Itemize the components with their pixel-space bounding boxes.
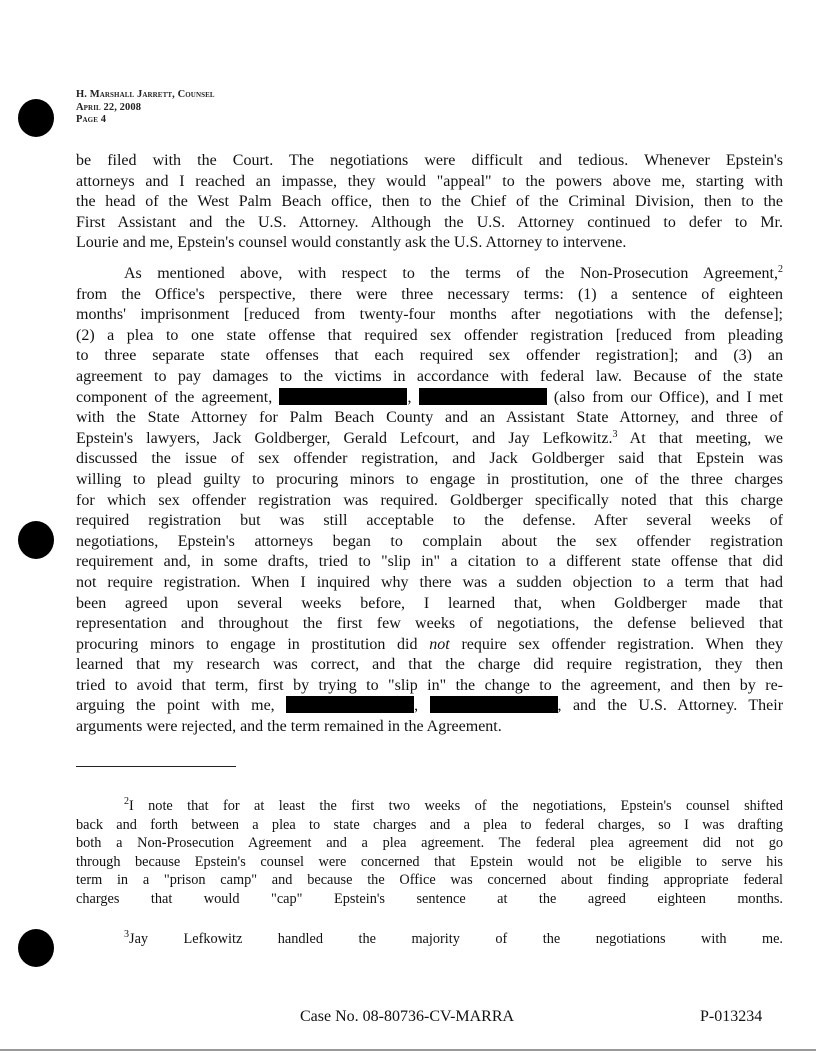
text-segment: require sex offender registration. When they [461,635,784,653]
text-line [76,573,783,594]
text-segment: (2) a plea to one state offense that required sex offender registration [reduced from pleading [76,326,783,344]
text-segment: , and the U.S. Attorney. Their [557,697,784,715]
text-segment: to three separate state offenses that each required sex offender registration]; and (3) an [76,347,783,365]
text-line [76,367,783,388]
text-segment: back and forth between a plea to state charges and a plea to federal charges, so I was drafting [76,816,783,833]
text-line [76,614,783,635]
text-segment: component of the agreement, [76,388,273,406]
text-segment: be filed with the Court. The negotiations were difficult and tedious. Whenever Epstein's [76,152,783,169]
text-segment: agreement to pay damages to the victims in accordance with federal law. Because of the state [76,367,783,385]
case-number: Case No. 08-80736-CV-MARRA [300,1008,515,1025]
text-line [76,388,783,409]
text-segment: learned that my research was correct, and that the charge did require registration, they then [76,656,783,674]
text-line [76,890,783,909]
text-line [76,816,783,835]
text-segment: arguing the point with me, [76,697,275,715]
text-line [76,717,783,738]
text-line [76,213,783,234]
text-line [76,635,783,656]
text-line [76,151,783,172]
text-line [76,797,783,816]
text-line [76,408,783,429]
page-edge-line [0,1049,816,1051]
text-segment: for which sex offender registration was required. Goldberger specifically noted that this charge [76,491,783,509]
text-segment: (also from our Office), and I met [553,388,784,406]
text-segment: I note that for at least the first two weeks of the negotiations, Epstein's counsel shifted [129,798,783,814]
text-segment: representation and throughout the first few weeks of negotiations, the defense believed that [76,615,783,633]
text-line [76,233,783,254]
text-segment: Lourie and me, Epstein's counsel would constantly ask the U.S. Attorney to intervene. [76,234,627,252]
text-line [76,449,783,470]
text-segment: months' imprisonment [reduced from twenty-four months after negotiations with the defense]; [76,306,783,324]
letter-header [76,89,215,127]
redaction-box [419,388,547,405]
footnote-2 [76,797,783,909]
text-line [76,532,783,553]
text-segment: the head of the West Palm Beach office, then to the Chief of the Criminal Division, then to the [76,193,783,211]
text-segment: requirement and, in some drafts, tried to "slip in" a citation to a different state offense that did [76,553,783,571]
text-segment: attorneys and I reached an impasse, they would "appeal" to the powers above me, starting with [76,172,783,190]
hole-punch-mark [18,99,54,137]
text-line [76,552,783,573]
text-line [76,871,783,890]
text-segment: As mentioned above, with respect to the terms of the Non-Prosecution Agreement, [124,265,778,282]
text-line [76,172,783,193]
text-line [76,264,783,285]
emphasized-text: not [429,635,450,653]
text-segment: arguments were rejected, and the term remained in the Agreement. [76,718,502,736]
text-line [76,470,783,491]
text-segment: been agreed upon several weeks before, I learned that, when Goldberger made that [76,594,783,612]
bates-number: P-013234 [700,1008,763,1025]
text-line [76,676,783,697]
text-line [76,930,783,949]
header-date: April 22, 2008 [76,101,142,113]
footnote-divider [76,766,236,767]
hole-punch-mark [18,521,54,559]
text-line [76,346,783,367]
body-paragraph-2 [76,264,783,738]
text-line [76,192,783,213]
text-segment: term in a "prison camp" and because the Office was concerned about finding appropriate federal [76,872,783,889]
hole-punch-mark [18,929,54,967]
text-segment: discussed the issue of sex offender registration, and Jack Goldberger said that Epstein was [76,450,783,468]
text-line [76,491,783,512]
text-segment: both a Non-Prosecution Agreement and a plea agreement. The federal plea agreement did not go [76,835,783,852]
header-page: Page 4 [76,114,107,125]
text-line [76,511,783,532]
footnote-3 [76,930,783,949]
text-segment: through because Epstein's counsel were concerned that Epstein would not be eligible to serve his [76,853,783,870]
text-segment: not require registration. When I inquired why there was a sudden objection to a term that had [76,573,783,591]
text-segment: Epstein's lawyers, Jack Goldberger, Gerald Lefcourt, and Jay Lefkowitz. [76,429,613,447]
text-line [76,285,783,306]
text-segment: , [414,697,419,715]
text-segment: Jay Lefkowitz handled the majority of the negotiations with me. [129,931,783,947]
text-segment: with the State Attorney for Palm Beach County and an Assistant State Attorney, and three of [76,409,783,427]
text-segment: tried to avoid that term, first by trying to "slip in" the change to the agreement, and then by re- [76,676,783,694]
redaction-box [279,388,407,405]
text-segment: At that meeting, we [629,429,784,447]
text-segment: charges that would "cap" Epstein's sentence at the agreed eighteen months. [76,890,783,907]
redaction-box [286,696,414,713]
footnote-reference: 3 [124,929,129,940]
text-segment: , [407,388,412,406]
text-line [76,834,783,853]
footnote-reference: 2 [124,796,129,807]
text-segment: willing to plead guilty to procuring minors to engage in prostitution, one of the three charges [76,470,783,488]
footnote-reference: 3 [612,428,618,440]
redaction-box [430,696,558,713]
text-segment: negotiations, Epstein's attorneys began to complain about the sex offender registration [76,532,783,550]
text-segment: from the Office's perspective, there were three necessary terms: (1) a sentence of eighteen [76,285,783,303]
text-line [76,853,783,872]
body-paragraph-1 [76,151,783,254]
text-line [76,305,783,326]
text-segment: procuring minors to engage in prostitution did [76,635,418,653]
text-line [76,594,783,615]
footnote-reference: 2 [778,264,783,275]
text-segment: First Assistant and the U.S. Attorney. Although the U.S. Attorney continued to defer to Mr. [76,213,783,231]
text-segment: required registration but was still acceptable to the defense. After several weeks of [76,512,783,530]
text-line [76,696,783,717]
text-line [76,326,783,347]
text-line [76,429,783,450]
text-line [76,655,783,676]
header-recipient: H. Marshall Jarrett, Counsel [76,89,215,100]
